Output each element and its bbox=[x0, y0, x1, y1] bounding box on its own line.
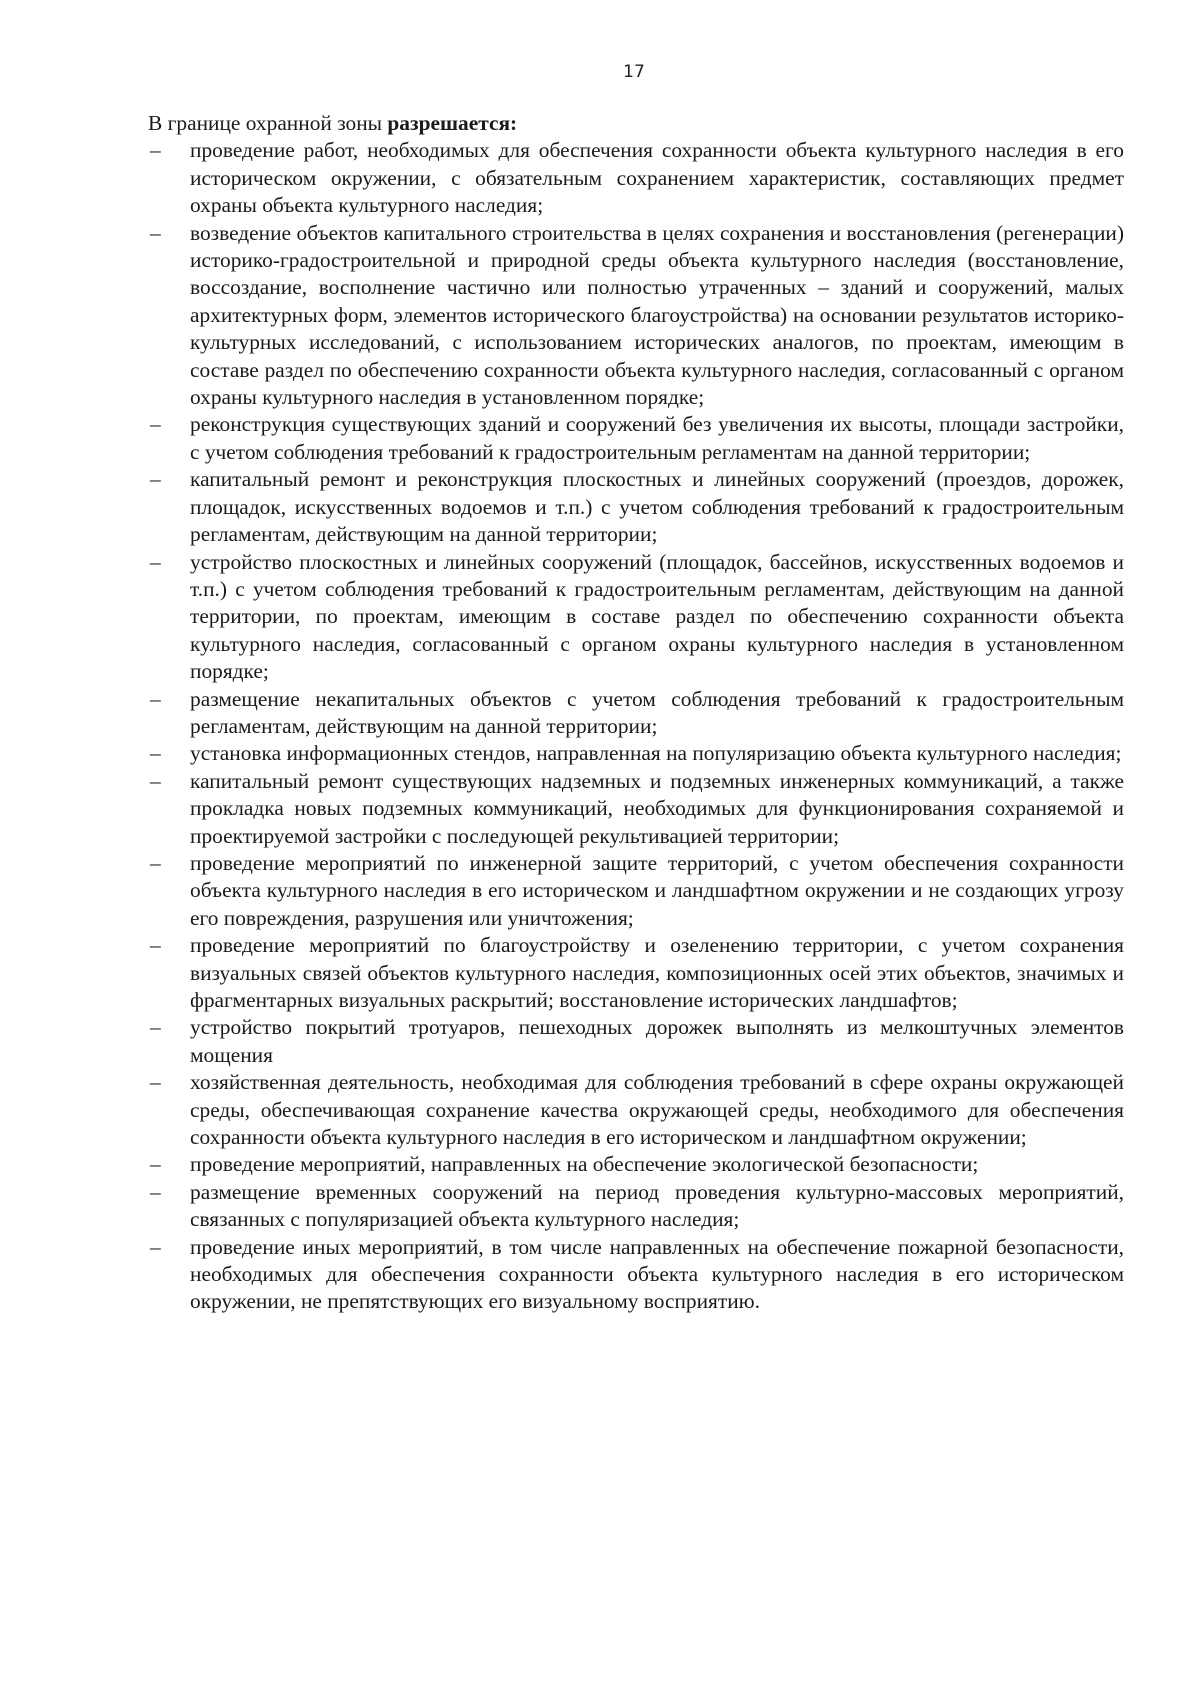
bullet-dash: – bbox=[150, 1015, 161, 1040]
list-item-text: установка информационных стендов, направленная на популяризацию объекта культурного наследия; bbox=[190, 741, 1122, 766]
bullet-dash: – bbox=[150, 138, 161, 163]
list-item-text: капитальный ремонт и реконструкция плоскостных и линейных сооружений (проездов, дорожек, площадок, искусственных водоемов и т.п.) с учетом соблюдения требований к градостроительным регламентам, действующим на данной территории; bbox=[190, 467, 1124, 547]
bullet-dash: – bbox=[150, 1070, 161, 1095]
list-item bbox=[148, 1234, 1124, 1316]
intro-bold-text: разрешается: bbox=[387, 111, 518, 135]
list-item bbox=[148, 137, 1124, 219]
list-item bbox=[148, 220, 1124, 412]
list-item-text: проведение мероприятий по благоустройству и озеленению территории, с учетом сохранения визуальных связей объектов культурного наследия, композиционных осей этих объектов, значимых и фрагментарных визуальных раскрытий; восстановление исторических ландшафтов; bbox=[190, 933, 1124, 1012]
bullet-dash: – bbox=[150, 412, 161, 437]
list-item bbox=[148, 850, 1124, 932]
bullet-dash: – bbox=[150, 933, 161, 958]
list-item bbox=[148, 932, 1124, 1014]
list-item-text: проведение работ, необходимых для обеспечения сохранности объекта культурного наследия в его историческом окружении, с обязательным сохранением характеристик, составляющих предмет охраны объекта культурного наследия; bbox=[190, 138, 1124, 218]
list-item bbox=[148, 411, 1124, 466]
bullet-dash: – bbox=[150, 549, 161, 574]
list-item bbox=[148, 740, 1124, 767]
list-item-text: устройство плоскостных и линейных сооружений (площадок, бассейнов, искусственных водоемов и т.п.) с учетом соблюдения требований к градостроительным регламентам, действующим на данной территории, по проектам, имеющим в составе раздел по обеспечению сохранности объекта культурного наследия, согласованный с органом охраны культурного наследия в установленном порядке; bbox=[190, 549, 1124, 684]
permitted-activities-list bbox=[148, 137, 1124, 1315]
list-item bbox=[148, 686, 1124, 741]
intro-paragraph bbox=[148, 110, 1124, 137]
list-item-text: устройство покрытий тротуаров, пешеходных дорожек выполнять из мелкоштучных элементов мощения bbox=[190, 1015, 1124, 1067]
list-item-text: хозяйственная деятельность, необходимая для соблюдения требований в сфере охраны окружающей среды, обеспечивающая сохранение качества окружающей среды, необходимого для обеспечения сохранности объекта культурного наследия в его историческом и ландшафтном окружении; bbox=[190, 1070, 1124, 1150]
list-item-text: капитальный ремонт существующих надземных и подземных инженерных коммуникаций, а также прокладка новых подземных коммуникаций, необходимых для функционирования сохраняемой и проектируемой застройки с последующей рекультивацией территории; bbox=[190, 768, 1124, 848]
list-item-text: проведение мероприятий по инженерной защите территорий, с учетом обеспечения сохранности объекта культурного наследия в его историческом и ландшафтном окружении и не создающих угрозу его повреждения, разрушения или уничтожения; bbox=[190, 850, 1124, 930]
bullet-dash: – bbox=[150, 467, 161, 492]
list-item bbox=[148, 768, 1124, 850]
list-item-text: реконструкция существующих зданий и сооружений без увеличения их высоты, площади застройки, с учетом соблюдения требований к градостроительным регламентам на данной территории; bbox=[190, 412, 1124, 464]
bullet-dash: – bbox=[150, 1152, 161, 1177]
document-body bbox=[148, 110, 1124, 1316]
list-item-text: проведение иных мероприятий, в том числе направленных на обеспечение пожарной безопасности, необходимых для обеспечения сохранности объекта культурного наследия в его историческом окружении, не препятствующих его визуальному восприятию. bbox=[190, 1234, 1124, 1314]
bullet-dash: – bbox=[150, 768, 161, 793]
list-item-text: проведение мероприятий, направленных на обеспечение экологической безопасности; bbox=[190, 1152, 979, 1177]
bullet-dash: – bbox=[150, 1179, 161, 1204]
bullet-dash: – bbox=[150, 686, 161, 711]
list-item bbox=[148, 549, 1124, 686]
list-item-text: возведение объектов капитального строительства в целях сохранения и восстановления (регенерации) историко-градостроительной и природной среды объекта культурного наследия (восстановление, воссоздание, восполнение частично или полностью утраченных – зданий и сооружений, малых архитектурных форм, элементов исторического благоустройства) на основании результатов историко-культурных исследований, с использованием исторических аналогов, по проектам, имеющим в составе раздел по обеспечению сохранности объекта культурного наследия, согласованный с органом охраны культурного наследия в установленном порядке; bbox=[190, 220, 1124, 410]
bullet-dash: – bbox=[150, 220, 161, 245]
list-item bbox=[148, 1179, 1124, 1234]
bullet-dash: – bbox=[150, 850, 161, 875]
page-number: 17 bbox=[623, 62, 645, 82]
intro-text: В границе охранной зоны bbox=[148, 111, 388, 135]
list-item-text: размещение некапитальных объектов с учетом соблюдения требований к градостроительным регламентам, действующим на данной территории; bbox=[190, 686, 1124, 738]
bullet-dash: – bbox=[150, 1234, 161, 1259]
list-item bbox=[148, 466, 1124, 548]
list-item-text: размещение временных сооружений на период проведения культурно-массовых мероприятий, связанных с популяризацией объекта культурного наследия; bbox=[190, 1179, 1124, 1232]
list-item bbox=[148, 1069, 1124, 1151]
list-item bbox=[148, 1151, 1124, 1178]
list-item bbox=[148, 1014, 1124, 1069]
bullet-dash: – bbox=[150, 741, 161, 766]
